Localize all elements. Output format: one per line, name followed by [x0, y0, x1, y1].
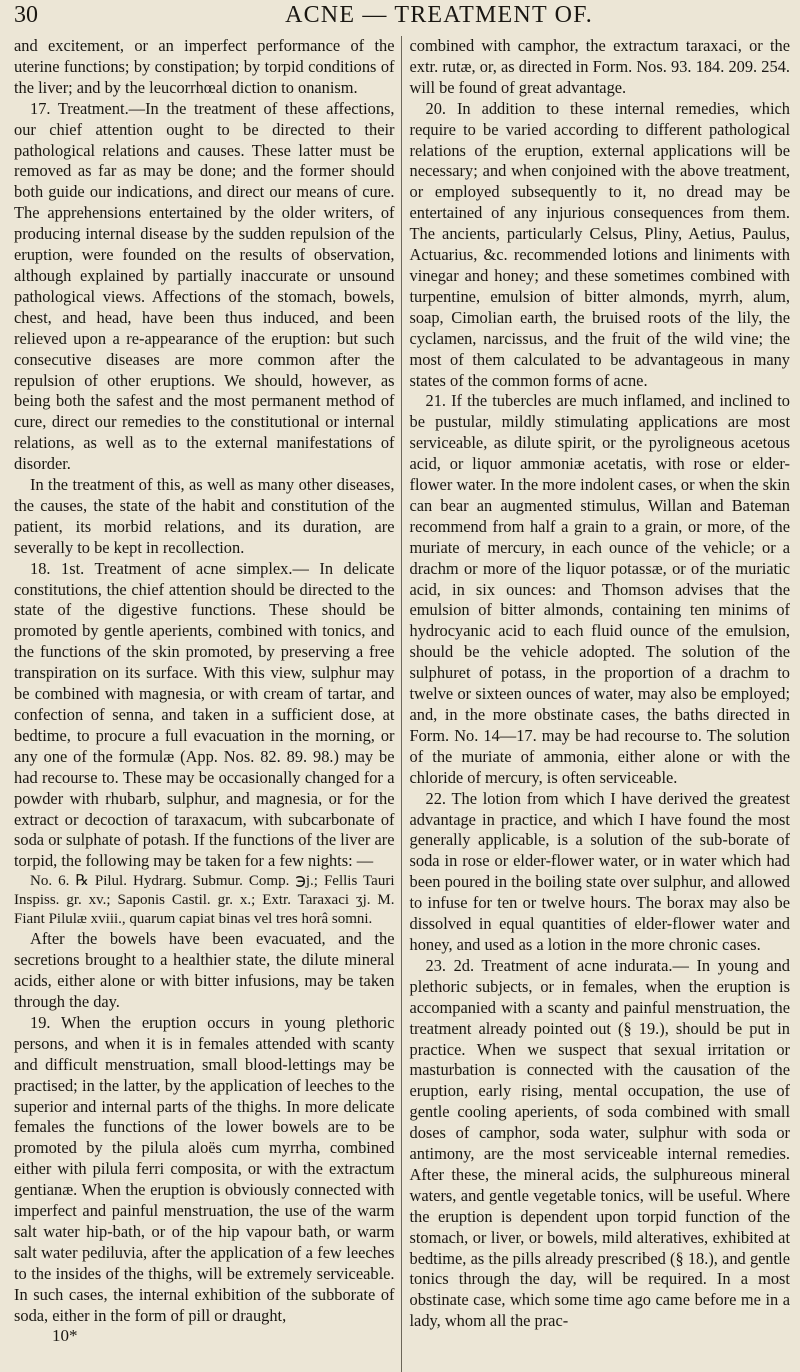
text-columns: [14, 36, 790, 1372]
page-header: [14, 0, 790, 36]
right-column: [401, 36, 791, 1372]
paragraph: 23. 2d. Treatment of acne indurata.— In young and plethoric subjects, or in females, when the eruption is accompanied with a scanty and painful menstruation, the treatment already pointed out (§ 19.), should be put in practice. When we suspect that sexual irritation or masturbation is connected with the causation of the eruption, early rising, mental occupation, the use of gentle cooling aperients, of soda combined with small doses of camphor, soda water, sulphur with soda or antimony, are the most serviceable internal remedies. After these, the mineral acids, the sulphureous mineral waters, and gentle vegetable tonics, will be useful. Where the eruption is dependent upon torpid function of the stomach, or liver, or bowels, mild alteratives, exhibited at bedtime, as the pills already prescribed (§ 18.), and gentle tonics through the day, will be required. In a most obstinate case, which some time ago came before me in a lady, whom all the prac-: [409, 955, 790, 1331]
paragraph: 17. Treatment.—In the treatment of these affections, our chief attention ought to be directed to their pathological relations and causes. These latter must be removed as far as may be done; and the former should both guide our indications, and direct our means of cure. The apprehensions entertained by the older writers, of producing internal disease by the sudden repulsion of the eruption, were founded on the results of observation, although explained by partially inaccurate or unsound pathological views. Affections of the stomach, bowels, chest, and head, have been thus induced, and been relieved upon a re-appearance of the eruption: but such consecutive diseases are more common after the repulsion of other eruptions. We should, however, as being both the safest and the most permanent method of cure, direct our remedies to the constitutional or internal relations, as well as to the external manifestations of disorder.: [14, 98, 395, 474]
paragraph: In the treatment of this, as well as many other diseases, the causes, the state of the habit and constitution of the patient, its morbid relations, and its duration, are severally to be kept in recollection.: [14, 475, 395, 557]
paragraph: 19. When the eruption occurs in young plethoric persons, and when it is in females attended with scanty and difficult menstruation, small blood-lettings may be practised; in the latter, by the application of leeches to the superior and internal parts of the thighs. In more delicate females the functions of the lower bowels are to be promoted by the pilula aloës cum myrrha, combined either with pilula ferri composita, or with the extractum gentianæ. When the eruption is obviously connected with imperfect and painful menstruation, the use of the warm salt water hip-bath, or of the hip vapour bath, or warm salt water pediluvia, after the application of a few leeches to the insides of the thighs, will be extremely serviceable. In such cases, the internal exhibition of the subborate of soda, either in the form of pill or draught,: [14, 1012, 395, 1325]
left-column: [14, 36, 401, 1372]
paragraph: 22. The lotion from which I have derived the greatest advantage in practice, and which I have found the most generally applicable, is a solution of the sub-borate of soda in rose or elder-flower water, or in water which had been poured in the boiling state over sulphur, and allowed to infuse for ten or twelve hours. The borax may also be dissolved in equal quantities of elder-flower water and honey, and used as a lotion in the more chronic cases.: [409, 788, 790, 954]
paragraph: 21. If the tubercles are much inflamed, and inclined to be pustular, mildly stimulating applications are most serviceable, as dilute spirit, or the pyroligneous acetous acid, or liquor ammoniæ acetatis, with rose or elder-flower water. In the more indolent cases, or when the skin can bear an augmented stimulus, Willan and Bateman recommend from half a grain to a grain, or more, of the muriate of mercury, in each ounce of the vehicle; or a drachm or more of the liquor potassæ, or of the muriatic acid, in six ounces: and Thomson advises that the emulsion of bitter almonds, containing ten minims of hydrocyanic acid to each fluid ounce of the emulsion, should be the vehicle adopted. The solution of the sulphuret of potass, in the proportion of a drachm to twelve or sixteen ounces of water, may also be employed; and, in the more obstinate cases, the baths directed in Form. No. 14—17. may be had recourse to. The solution of the muriate of ammonia, either alone or with the chloride of mercury, is often serviceable.: [409, 391, 790, 787]
prescription: No. 6. ℞ Pilul. Hydrarg. Submur. Comp. ℈j.; Fellis Tauri Inspiss. gr. xv.; Saponis Castil. gr. x.; Extr. Taraxaci ʒj. M. Fiant Pilulæ xviii., quarum capiat binas vel tres horâ somni.: [14, 873, 395, 928]
paragraph: 18. 1st. Treatment of acne simplex.— In delicate constitutions, the chief attention should be directed to the state of the digestive functions. These should be promoted by gentle aperients, combined with tonics, and the functions of the skin promoted, by preserving a free transpiration on its surface. With this view, sulphur may be combined with magnesia, or with cream of tartar, and confection of senna, and taken in a sufficient dose, at bedtime, to procure a full evacuation in the morning, or any one of the formulæ (App. Nos. 82. 89. 98.) may be had recourse to. These may be occasionally changed for a powder with rhubarb, sulphur, and magnesia, or for the extract or decoction of taraxacum, with subcarbonate of soda or sulphate of potash. If the functions of the liver are torpid, the following may be taken for a few nights: —: [14, 558, 395, 871]
paragraph: 20. In addition to these internal remedies, which require to be varied according to different pathological relations of the eruption, external applications will be necessary; and when conjoined with the above treatment, or employed subsequently to it, no dread may be entertained of any injurious consequences from them. The ancients, particularly Celsus, Pliny, Aetius, Paulus, Actuarius, &c. recommended lotions and liniments with vinegar and honey; and these sometimes combined with turpentine, emulsion of bitter almonds, myrrh, alum, soap, Cimolian earth, the bruised roots of the lily, the cyclamen, narcissus, and the fruit of the wild vine; the most of them calculated to be advantageous in many states of the common forms of acne.: [409, 98, 790, 390]
printer-signature: 10*: [52, 1326, 78, 1346]
page-number: 30: [14, 2, 38, 28]
paragraph: and excitement, or an imperfect performance of the uterine functions; by constipation; by torpid conditions of the liver; and by the leucorrhœal diction to onanism.: [14, 36, 395, 97]
paragraph: After the bowels have been evacuated, and the secretions brought to a healthier state, the dilute mineral acids, either alone or with bitter infusions, may be taken through the day.: [14, 929, 395, 1011]
running-title: ACNE — TREATMENT OF.: [285, 2, 593, 28]
paragraph: combined with camphor, the extractum taraxaci, or the extr. rutæ, or, as directed in Form. Nos. 93. 184. 209. 254. will be found of great advantage.: [409, 36, 790, 97]
